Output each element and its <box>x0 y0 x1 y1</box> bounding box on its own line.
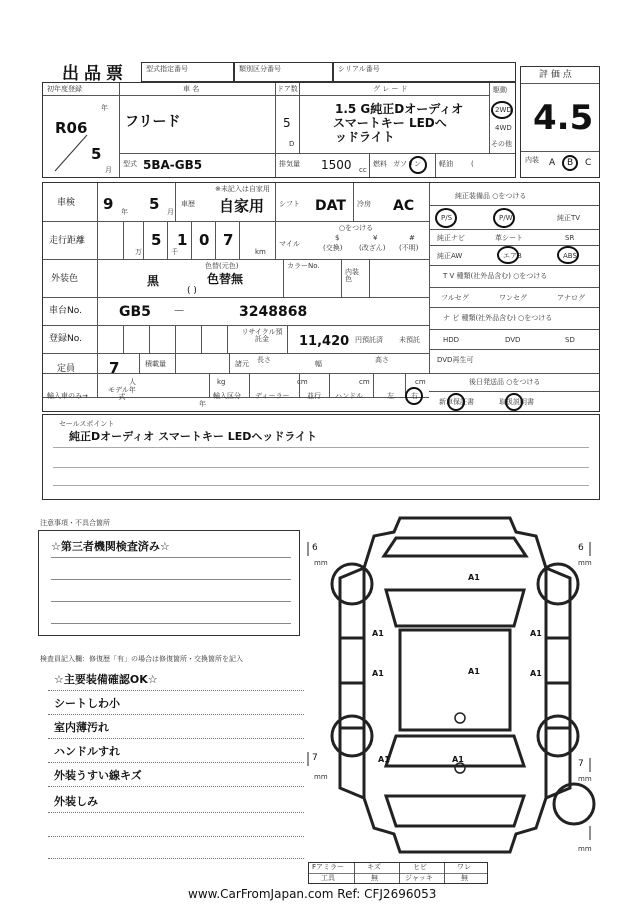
import-label: 輸入車のみ→ <box>47 392 88 400</box>
option-ps: P/S <box>441 214 453 222</box>
legend-scratch: キズ <box>367 863 381 871</box>
model-value: 5BA-GB5 <box>143 158 203 172</box>
legend-jack: ジャッキ <box>405 874 433 882</box>
score-label: 評 価 点 <box>539 70 572 80</box>
mileage-km: km <box>255 248 266 256</box>
damage-mark-right-front: A1 <box>530 629 542 638</box>
width-cm: cm <box>359 378 370 386</box>
notes-box <box>38 530 300 636</box>
model-year-unit: 年 <box>199 400 206 408</box>
drive-2wd: 2WD <box>495 106 512 114</box>
tire-front-left-mm: mm <box>314 559 328 567</box>
handle-right: 右 <box>411 392 418 400</box>
drive-2wd-circle <box>491 101 513 119</box>
option-ps-circle <box>435 208 457 228</box>
legend-tool: 工具 <box>321 874 335 882</box>
registration-month: 5 <box>91 145 102 163</box>
option-airbag: エアB <box>503 252 522 260</box>
inspector-line-1: ☆主要装備確認OK☆ <box>54 673 158 686</box>
option-pw: P/W <box>499 214 513 222</box>
color-change-label: 色替(元色) <box>205 262 239 270</box>
width-label: 幅 <box>315 360 322 368</box>
use-note: ※未記入は自家用 <box>215 185 270 193</box>
interior-b: B <box>567 158 574 168</box>
fuel-gasoline: ガソリン <box>393 160 421 168</box>
chassis-number: 3248868 <box>239 304 308 320</box>
tire-front-right-mm: mm <box>578 559 592 567</box>
capacity-unit: 人 <box>129 378 136 386</box>
option-abs: ABS <box>563 252 577 260</box>
displacement-label: 排気量 <box>279 160 300 168</box>
chassis-dash: － <box>173 304 186 318</box>
inspection-month: 5 <box>149 195 160 213</box>
inspector-line-2: シートしわ小 <box>54 697 120 710</box>
damage-mark-left-rear: A1 <box>378 755 390 764</box>
use-value: 自家用 <box>219 197 265 215</box>
class-number-field <box>234 62 333 82</box>
tv-fullseg: フルセグ <box>441 294 469 302</box>
type-number-field <box>141 62 234 82</box>
option-sr: SR <box>565 234 575 242</box>
options-title: 純正装備品 ○をつける <box>455 192 527 200</box>
handle-right-circle <box>405 387 423 405</box>
inspection-month-unit: 月 <box>167 208 174 216</box>
shift-value: DAT <box>315 198 346 214</box>
serial-number-field <box>333 62 516 82</box>
model-label: 型式 <box>123 160 137 168</box>
notes-line-1: ☆第三者機関検査済み☆ <box>51 540 170 553</box>
inspector-label: 検査員記入欄：修復歴「有」の場合は修復箇所・交換箇所を記入 <box>40 655 243 663</box>
tire-rear-left-mm: mm <box>314 773 328 781</box>
class-number-label: 類別区分番号 <box>239 65 281 73</box>
navi-title: ナ ビ 種類(社外品含む) ○をつける <box>443 314 553 322</box>
mileage-digit-4: 0 <box>199 231 210 249</box>
option-pw-circle <box>493 208 515 228</box>
mileage-digit-3: 1 <box>177 231 188 249</box>
displacement-value: 1500 <box>321 158 352 172</box>
option-airbag-circle <box>497 246 519 264</box>
interior-label: 内装 <box>525 156 539 164</box>
grade-line-2: スマートキー LEDへ <box>333 116 447 130</box>
legend-break: ワレ <box>457 863 471 871</box>
mileage-sen: 千 <box>171 248 178 256</box>
later-manual: 取扱説明書 <box>499 398 534 406</box>
tire-front-right: 6 <box>578 543 584 553</box>
damage-mark-left-door: A1 <box>372 669 384 678</box>
height-label: 高さ <box>375 356 389 364</box>
height-cm: cm <box>415 378 426 386</box>
option-navi: 純正ナビ <box>437 234 465 242</box>
inspection-label: 車検 <box>57 198 76 208</box>
model-year-label: モデル年式 <box>108 386 136 401</box>
sales-point-label: セールスポイント <box>59 420 115 428</box>
option-aw: 純正AW <box>437 252 463 260</box>
ac-label: 冷房 <box>357 200 371 208</box>
later-title: 後日発送品 ○をつける <box>469 378 541 386</box>
inspection-year-unit: 年 <box>121 208 128 216</box>
color-no-label: カラーNo. <box>287 262 320 270</box>
year-unit: 年 <box>101 104 108 112</box>
load-label: 積載量 <box>145 360 166 368</box>
interior-a: A <box>549 158 556 168</box>
fuel-diesel: 軽油 <box>439 160 453 168</box>
watermark: www.CarFromJapan.com Ref: CFJ2696053 <box>188 887 437 901</box>
registration-year: R06 <box>55 119 88 137</box>
tv-analog: アナログ <box>557 294 585 302</box>
legend-crack: ヒビ <box>413 863 427 871</box>
mileage-check-label: ○をつける <box>339 224 374 232</box>
color-value: 黒 <box>147 274 160 288</box>
option-abs-circle <box>557 246 579 264</box>
legend-tool-value: 無 <box>371 874 378 882</box>
page-title: 出品票 <box>62 64 128 84</box>
inspector-line-3: 室内薄汚れ <box>54 721 109 734</box>
import-dealer: ディーラー <box>255 392 290 400</box>
color-label: 外装色 <box>51 274 79 284</box>
tire-rear-left: 7 <box>312 753 318 763</box>
navi-dvd: DVD <box>505 336 521 344</box>
damage-mark-roof: A1 <box>468 667 480 676</box>
tire-rear-right-mm: mm <box>578 775 592 783</box>
length-label: 長さ <box>257 356 271 364</box>
interior-c: C <box>585 158 592 168</box>
mileage-opt1-symbol: $ <box>335 234 340 242</box>
shift-label: シフト <box>279 200 300 208</box>
first-registration-label: 初年度登録 <box>47 85 82 93</box>
car-name-label: 車 名 <box>183 85 200 93</box>
drive-label: 駆動 <box>493 86 507 94</box>
inspector-line-4: ハンドルすれ <box>54 745 120 758</box>
legend-mirror: Fアミラー <box>312 863 345 871</box>
mileage-opt-exchange: (交換) <box>323 244 343 252</box>
reg-no-label: 登録No. <box>49 334 82 344</box>
inspector-line-6: 外装しみ <box>54 795 98 808</box>
dvd-playback: DVD再生可 <box>437 356 474 364</box>
tire-front-left: 6 <box>312 543 318 553</box>
mileage-opt3-symbol: # <box>409 234 415 242</box>
drive-other: その他 <box>491 140 512 148</box>
chassis-prefix: GB5 <box>119 304 151 320</box>
recycle-not: 未預託 <box>399 336 420 344</box>
slash-mark <box>51 133 91 173</box>
score-value: 4.5 <box>533 98 594 138</box>
inspection-year: 9 <box>103 195 114 213</box>
grade-line-3: ッドライト <box>335 130 395 144</box>
capacity-value: 7 <box>109 359 120 377</box>
spec-block <box>42 182 600 412</box>
load-kg: kg <box>217 378 226 386</box>
sales-point-text: 純正Dオーディオ スマートキー LEDヘッドライト <box>69 430 318 443</box>
later-warranty: 新車保証書 <box>439 398 474 406</box>
inspector-notes <box>38 668 308 868</box>
tv-title: T V 種類(社外品含む) ○をつける <box>443 272 548 280</box>
drive-4wd: 4WD <box>495 124 512 132</box>
damage-mark-right-door: A1 <box>530 669 542 678</box>
notes-label: 注意事項・不具合箇所 <box>40 519 110 527</box>
fuel-label: 燃料 <box>373 160 387 168</box>
damage-mark-left-front: A1 <box>372 629 384 638</box>
later-warranty-circle <box>447 393 465 411</box>
mileage-digit-5: 7 <box>223 231 234 249</box>
recycle-unit: 円預託済 <box>355 336 383 344</box>
dims-label: 諸元 <box>235 360 249 368</box>
inspector-line-5: 外装うすい線キズ <box>54 769 142 782</box>
doors-label: ドア数 <box>277 85 298 93</box>
navi-sd: SD <box>565 336 575 344</box>
mileage-man: 万 <box>135 248 142 256</box>
option-tv: 純正TV <box>557 214 581 222</box>
mileage-opt2-symbol: ¥ <box>373 234 378 242</box>
damage-mark-hood: A1 <box>468 573 480 582</box>
length-cm: cm <box>297 378 308 386</box>
car-name: フリード <box>125 114 181 130</box>
mileage-opt-tampered: (改ざん) <box>359 244 386 252</box>
handle-label: ハンドル <box>335 392 363 400</box>
color-paren: ( ) <box>187 286 197 296</box>
tv-oneseg: ワンセグ <box>499 294 527 302</box>
use-label: 車歴 <box>181 200 195 208</box>
grade-label: グ レ ー ド <box>373 85 408 93</box>
cc-unit: cc <box>359 166 367 174</box>
car-damage-diagram <box>300 508 610 864</box>
mileage-digit-2: 5 <box>151 231 162 249</box>
car-info-block: 初年度登録 R06 年 5 月 車 名 フリード ドア数 5 D グ レ ー ド 1.5 G純正Dオーディオ スマートキー LEDへ ッドライト 駆動 2WD 4WD その他 型式 5BA-GB5 排気量 1500 cc 燃料 ガソリン 軽油 ( <box>42 82 516 178</box>
handle-left: 左 <box>387 392 394 400</box>
mileage-opt-unknown: (不明) <box>399 244 419 252</box>
grade-line-1: 1.5 G純正Dオーディオ <box>335 102 464 116</box>
import-class-label: 輸入区分 <box>213 392 241 400</box>
recycle-label: リサイクル預託金 <box>241 328 283 343</box>
option-leather: 革シート <box>495 234 523 242</box>
damage-mark-rear: A1 <box>452 755 464 764</box>
navi-hdd: HDD <box>443 336 460 344</box>
color-change-value: 色替無 <box>207 272 244 286</box>
sales-point-block <box>42 414 600 500</box>
serial-number-label: シリアル番号 <box>338 65 380 73</box>
mile-label: マイル <box>279 240 300 248</box>
interior-color-label: 内装色 <box>345 268 359 283</box>
tire-rear-right: 7 <box>578 759 584 769</box>
mileage-label: 走行距離 <box>49 236 86 246</box>
month-unit: 月 <box>105 166 112 174</box>
capacity-label: 定員 <box>57 364 76 374</box>
later-manual-circle <box>505 393 523 411</box>
score-box <box>520 66 600 178</box>
recycle-value: 11,420 <box>299 334 350 349</box>
door-unit: D <box>289 140 295 148</box>
doors-value: 5 <box>283 116 291 130</box>
spare-tire-mm: mm <box>578 845 592 853</box>
legend-table <box>308 862 488 884</box>
interior-b-circle <box>562 155 578 171</box>
type-number-label: 型式指定番号 <box>146 65 188 73</box>
fuel-circle <box>409 156 427 174</box>
import-parallel: 並行 <box>307 392 321 400</box>
ac-value: AC <box>393 198 415 214</box>
legend-jack-value: 無 <box>461 874 468 882</box>
chassis-label: 車台No. <box>49 306 82 316</box>
